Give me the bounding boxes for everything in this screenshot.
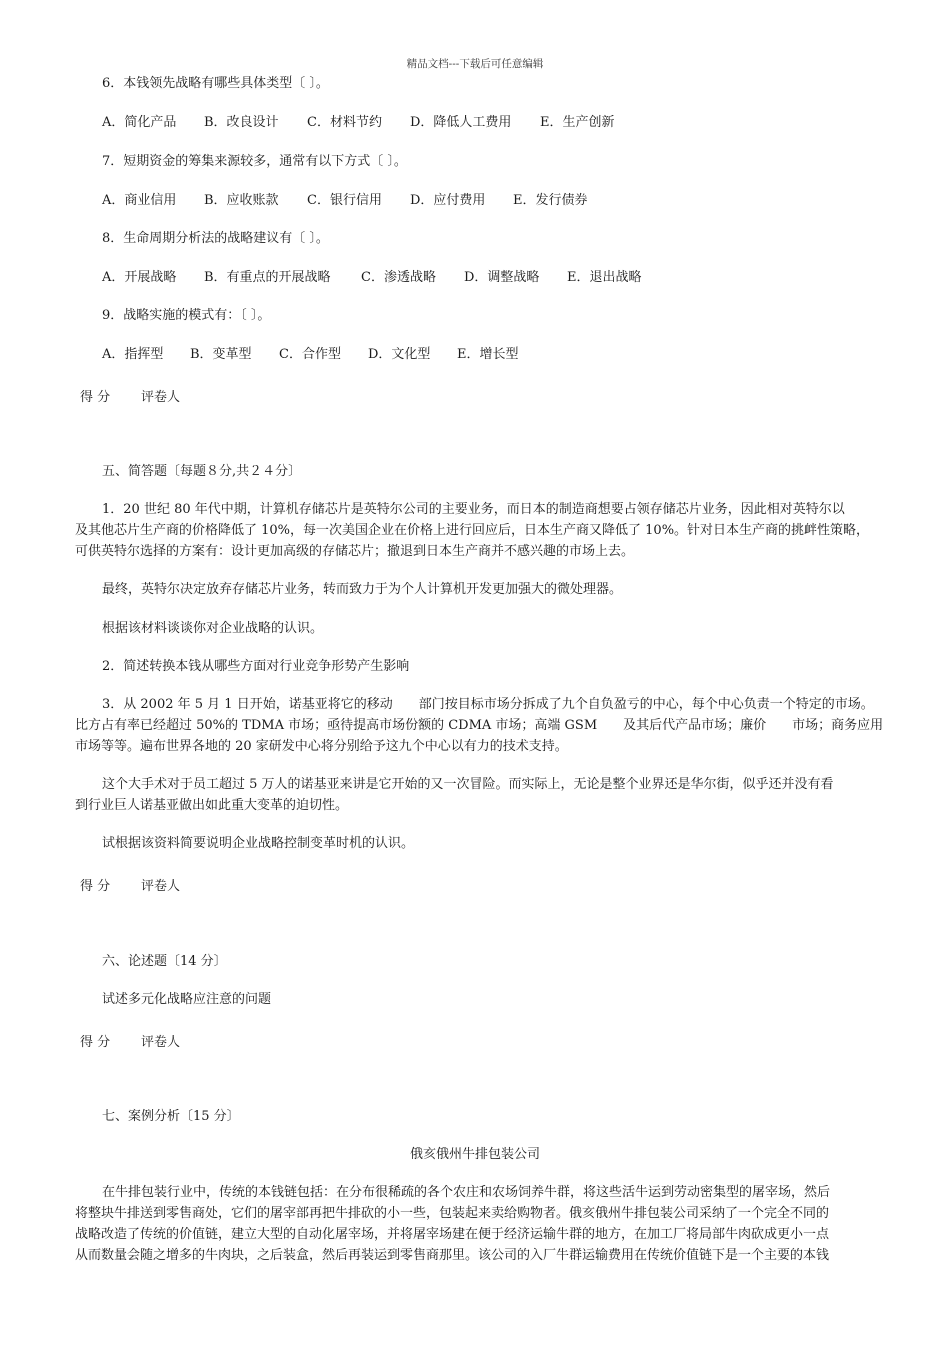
question-7-options (102, 189, 588, 208)
option-a: A．简化产品 (102, 115, 177, 130)
score-label: 得 分 (80, 1035, 111, 1050)
option-a: A．指挥型 (102, 347, 164, 362)
s5-q3-line2: 比方占有率已经超过 50%的 TDMA 市场；亟待提高市场份额的 CDMA 市场；高端 GSM 及其后代产品市场；廉价 市场；商务应用 (75, 718, 884, 733)
question-8-stem: 8．生命周期分析法的战略建议有〔 〕。 (102, 231, 329, 246)
s5-q3-paragraph2-line2: 到行业巨人诺基亚做出如此重大变革的迫切性。 (75, 798, 349, 813)
grader-label: 评卷人 (141, 390, 181, 405)
case-line2: 将整块牛排送到零售商处，它们的屠宰部再把牛排砍的小一些，包装起来卖给购物者。俄亥俄州牛排包装公司采纳了一个完全不同的 (75, 1206, 830, 1221)
case-line3: 战略改造了传统的价值链，建立大型的自动化屠宰场，并将屠宰场建在便于经济运输牛群的地方，在加工厂将局部牛肉砍成更小一点 (75, 1227, 830, 1242)
s5-q1-line2: 及其他芯片生产商的价格降低了 10%，每一次美国企业在价格上进行回应后，日本生产商又降低了 10%。针对日本生产商的挑衅性策略， (75, 523, 870, 538)
option-c: C．材料节约 (307, 115, 382, 130)
question-8-options (102, 266, 642, 285)
grader-label: 评卷人 (141, 879, 181, 894)
s5-q1-paragraph2: 最终，英特尔决定放弃存储芯片业务，转而致力于为个人计算机开发更加强大的微处理器。 (102, 582, 623, 597)
option-c: C．渗透战略 (361, 270, 436, 285)
option-e: E．退出战略 (567, 270, 642, 285)
question-6-options (102, 111, 615, 130)
s5-q3-paragraph2-line1: 这个大手术对于员工超过 5 万人的诺基亚来讲是它开始的又一次冒险。而实际上，无论是整个业界还是华尔街，似乎还并没有看 (102, 777, 834, 792)
score-label: 得 分 (80, 390, 111, 405)
s5-q3-paragraph3: 试根据该资料简要说明企业战略控制变革时机的认识。 (102, 836, 415, 851)
section-6-title: 六、论述题〔14 分〕 (102, 954, 227, 969)
case-line4: 从而数量会随之增多的牛肉块，之后装盒，然后再装运到零售商那里。该公司的入厂牛群运输费用在传统价值链下是一个主要的本钱 (75, 1248, 830, 1263)
s5-q1-line3: 可供英特尔选择的方案有：设计更加高级的存储芯片；撤退到日本生产商并不感兴趣的市场上去。 (75, 544, 635, 559)
s5-q2: 2．简述转换本钱从哪些方面对行业竞争形势产生影响 (102, 659, 410, 674)
option-e: E．发行债券 (513, 193, 588, 208)
section-7-title: 七、案例分析〔15 分〕 (102, 1109, 240, 1124)
grader-label: 评卷人 (141, 1035, 181, 1050)
question-9-stem: 9．战略实施的模式有：〔 〕。 (102, 308, 271, 323)
s6-question: 试述多元化战略应注意的问题 (102, 992, 272, 1007)
s5-q3-line3: 市场等等。遍布世界各地的 20 家研发中心将分别给予这九个中心以有力的技术支持。 (75, 739, 568, 754)
case-title: 俄亥俄州牛排包装公司 (409, 1147, 540, 1162)
case-line1: 在牛排包装行业中，传统的本钱链包括：在分布很稀疏的各个农庄和农场饲养牛群，将这些活牛运到劳动密集型的屠宰场，然后 (102, 1185, 831, 1200)
option-e: E．增长型 (457, 347, 519, 362)
question-6-stem: 6．本钱领先战略有哪些具体类型〔 〕。 (102, 76, 329, 91)
option-c: C．银行信用 (307, 193, 382, 208)
option-d: D．调整战略 (464, 270, 540, 285)
option-b: B．有重点的开展战略 (204, 270, 331, 285)
option-a: A．商业信用 (102, 193, 177, 208)
question-9-options (102, 343, 519, 362)
option-d: D．应付费用 (410, 193, 486, 208)
page-header: 精品文档---下载后可任意编辑 (406, 58, 544, 70)
score-label: 得 分 (80, 879, 111, 894)
option-c: C．合作型 (279, 347, 341, 362)
option-d: D．降低人工费用 (410, 115, 512, 130)
option-d: D．文化型 (368, 347, 431, 362)
s5-q3-line1: 3．从 2002 年 5 月 1 日开始，诺基亚将它的移动 部门按目标市场分拆成了九个自负盈亏的中心，每个中心负责一个特定的市场。 (102, 697, 874, 712)
option-b: B．改良设计 (204, 115, 279, 130)
question-7-stem: 7．短期资金的筹集来源较多，通常有以下方式〔 〕。 (102, 154, 407, 169)
option-e: E．生产创新 (540, 115, 615, 130)
s5-q1-line1: 1．20 世纪 80 年代中期，计算机存储芯片是英特尔公司的主要业务，而日本的制造商想要占领存储芯片业务，因此相对英特尔以 (102, 502, 845, 517)
section-5-title: 五、简答题〔每题８分,共２４分〕 (102, 464, 302, 479)
option-b: B．应收账款 (204, 193, 279, 208)
option-a: A．开展战略 (102, 270, 177, 285)
option-b: B．变革型 (190, 347, 252, 362)
s5-q1-paragraph3: 根据该材料谈谈你对企业战略的认识。 (102, 621, 324, 636)
